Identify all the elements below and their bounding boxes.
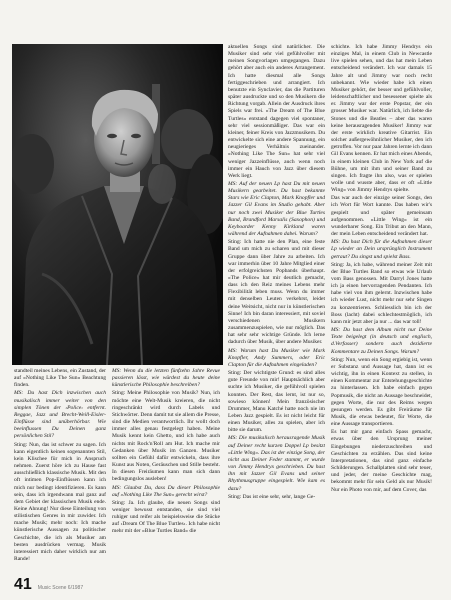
interview-question: MS: Glaubst Du, dass Du dieser Philosophie auf »Nothing Like The Sun« gerecht wirst? [112, 484, 220, 498]
interview-question: MS: Du hast Dich inzwischen auch musikalisch immer weiter von den simplen Tönen der ›Police‹ entfernt. Reggae, Jazz und Brecht-Weill-Eisler-Einflüsse sind unüberhörbar. Wie beeinflussen Du Deinen ganz persönlichen Stil? [14, 390, 106, 440]
interview-answer: Sting: Das ist eine sehr, sehr, lange Ge- [228, 493, 316, 500]
publication-credit: Music Scene 6/1987 [37, 585, 84, 591]
interview-question: MS: Die musikalisch herausragende Musik auf Deiner recht kurzen Doppel Lp besitzt »Little Wing«. Das ist der einzige Song, der nicht aus Deiner Feder stammt, er wurde von Jimmy Hendryx geschrieben. Du hast ihn mit Jazzer Gil Evans und seiner Rhythmusgruppe eingespielt. Wie kam es dazu? [228, 435, 325, 492]
interview-answer: Sting: Nun, das ist schwer zu sagen. Ich kann eigentlich keinen sogenannten Stil, kein Klischee für mich in Anspruch nehmen. Zuerst höre ich zu Hause fast ausschließlich klassische Musik. Mit den oft intimen Pop-Einflüssen kann ich mich nur bedingt identifizieren. Es kann sein, dass ich irgendwann mal ganz auf dem Gebiet der klassischen Musik ende. Keine Ahnung! Nur diese Einteilung von stilistischen Genres in mir zuwider. Ich mache Musik; mehr noch: Ich mache künstlerische Aussagen zu politischer Geschichte, die ich als Musiker am besten ausdrücken vermag. Musik interessiert mich daher wirklich nur am Rande! [14, 441, 106, 563]
text-column-4 [331, 44, 432, 574]
text-column-3 [228, 44, 325, 574]
text-column-1 [14, 368, 106, 574]
interview-answer: Sting: Ja. Ich glaube, die neuen Songs sind weniger bewusst entstanden, sie sind viel ruhiger und reifer als beispielsweise die Stücke auf ›Dream Of The Blue Turtles‹. Ich habe nicht mehr mit der »Blue Turtles Band« die [112, 499, 220, 535]
interview-answer: Sting: Nun, wenn ein Song ergiebig ist, wenn er Substanz und Aussage hat, dann ist es wichtig, ihn in einen Kontext zu stellen, in einen Kommentar zur Entstehungsgeschichte zu hinterlassen. Ich habe einfach gegen Popmusik, die nicht an Aussage beschneidet, gegen Worte, die nur des Reims wegen gesungen werden. Es gibt Freiräume für Musik, die etwas bedeutet, für Worte, die eine Aussage transportieren. [331, 356, 432, 428]
interview-answer: aktuellen Songs sind natürlicher. Die Musiker sind sehr viel gefühlvoller mit meinen Songvorlagen umgegangen. Dazu gehört aber auch ein anderes Arrangement. Ich hatte diesmal alle Songs fertiggeschrieben und arrangiert. Ich benutzte ein Synclavier, das die Partituren später ausdruckte und so den Musikern die Richtung vorgab. Allein der Ausdruck ihres Spiels war frei. »The Dream of The Blue Turtles« entstand dagegen viel spontaner, sehr viel sessionmäßiger. Das war ein kleiner, feiner Kreis von Jazzmusikern. Du entwickelte sich eine andere Spannung, ein neugierieges Verhältnis zueinander. »Nothing Like The Sun« hat sehr viel weniger Jazzeinflüsse, auch wenn noch immer ein Hauch von Jazz über diesem Werk liegt. [228, 44, 325, 179]
interview-answer: standteil meines Lebens, ein Zustand, der auf »Nothing Like The Sun« Beachtung finden. [14, 368, 106, 389]
text-column-2 [112, 368, 220, 574]
interview-question: MS: Warum hast Du Musiker wie Mark Knopfler, Andy Summers, oder Eric Clapton für die Aufnahmen eingeladen? [228, 347, 325, 368]
interview-answer: Das war auch der einzige seiner Songs, den ich Wort für Wort kannte. Das haben wir's gespielt und später gemeinsam aufgenommen. »Little Wing« ist ein wunderbarer Song. Ein Tribut an den Mann, der mein Leben entscheidend verändert hat. [331, 195, 432, 238]
interview-answer: Es hat mir ganz einfach Spass gemacht, etwas über den Ursprung meiner Eingebungen niederzuschreiben und Geschichten zu erzählen. Das sind keine Interpretationen, das sind ganz einfache Schilderungen. Schallplatten sind sehr teuer, und jeder, der meine Geschichte mag, bekommt mehr für sein Geld als nur Musik! Nur ein Photo von mir, auf dem Cover, das [331, 429, 432, 493]
interview-answer: Sting: Meine Philosophie von Musik? Nun, ich möchte eine Welt-Musik kreieren, die nicht ringeschränkt wird durch Labels und Stichwörter. Denn damit tut sie allem die Presse, sind die Medien verantwortlich. Ihr wollt doch immer alles genau festgelegt haben. Meine Musik kennt kein Ghetto, und ich habe auch nichts mit Rock'n'Roll am Hut. Ich mache mir Gedanken über Musik im Ganzen. Musiker sollten ein Gefühl dafür entwickeln, dass ihre Kunst aus Noten, Geräuschen und Stille besteht. In diesen Freiräumen kann man sich dann bedingungslos ausleben! [112, 390, 220, 483]
interview-question: MS: Du hast dem Album nicht nur Deine Texte beigelegt (in deutsch und englisch, d.Verfasser) sondern auch dezidierte Kommentare zu Deinen Songs. Warum? [331, 327, 432, 355]
interview-answer: Sting: Der wichtigste Grund: es sind alles gute Freunde von mir! Hauptsächlich aber suchte ich Musiker, die gefühlvoll spielen konnten. Der Rest, das lernt, ist nur so, sowieso können! Mein französischer Drummer, Manu Katché hatte noch nie im Leben Jazz gespielt. Es ist nicht leicht für einen Musiker, alles zu spielen, aber ich bitte sie darum. [228, 370, 325, 434]
page-footer [14, 576, 83, 596]
interview-answer: Sting: Ja, ich habe, während meiner Zeit mit der Blue Turtles Band so etwas wie Urlaub vom Bass genossen. Mit Darryl Jones hatte ich ja einen hervorragenden Pendanten. Ich habe viel von ihm gelernt. Inzwischen habe ich wieder Lust, nicht mehr nur sehr Singen zu konzentrieren. Schliesslich bin ich der Boss (lacht) dabei schlechtestmöglich, ich kann mir jetzt aber ja nur ... das war toll! [331, 261, 432, 325]
portrait-photo [12, 44, 223, 365]
page-number: 41 [14, 576, 32, 593]
interview-question: MS: Wenn du die letzten fünfzehn Jahre Revue passieren lässt, wie würdest du heute deine künstlerische Philosophie beschreiben? [112, 368, 220, 389]
portrait-photo-illustration [12, 44, 223, 365]
interview-question: MS: Auf der neuen Lp hast Du mit neuen Musikern gearbeitet. Du hast bekannte Stars wie Eric Clapton, Mark Knopfler und Jazzer Gil Evans im Studio gehabt. Aber nur noch zwei Musiker der Blue Turtles Band, Brandford Marsalis (Saxophon) und Keyboarder Kenny Kirkland waren während der Aufnahmen dabei. Warum? [228, 180, 325, 238]
interview-question: MS: Du hast Dich für die Aufnahmen dieser Lp wieder an Dein ursprünglich Instrument getraut? Du singst und spielst Bass. [331, 239, 432, 260]
interview-answer: Sting: Ich hatte nie den Plan, eine feste Band um mich zu scharen und mit dieser Gruppe dann über Jahre zu arbeiten. Ich war immerhin über 10 Jahre Mitglied einer der erfolgreichsten Popbands überhaupt. »The Police« hat mir deutlich gemacht, dass ich den Reiz meines Lebens mehr Flexibilität leben muss. Wenn du immer mit denselben Leuten verkehrst, leidet deine Weitsicht, nicht nur in künstlerischen Sinne! Ich bin daran interessiert, mit soviel verschiedenen Musikern zusammenzuspielen, wie nur möglich. Das hat sehr sehr wichtige Gründe. Ich lerne dadurch über Musik, über andere Musiker. [228, 239, 325, 346]
interview-answer: schichte. Ich habe Jimmy Hendrys ein einziges Mal, in einem Club in Newcastle live spielen sehen, und das hat mein Leben entscheidend verändert. Ich war damals 15 Jahre alt und Jimmy war noch recht unbekannt. Wie wieder habe ich einen Musiker gehört, der besser und gefühlvoller, leidenschaftlicher und besessener spielte als er. Jimmy war der erste Popstar, der ein grosser Musiker war. Natürlich, ich liebte die Stones und die Beatles – aber das waren keine herausragenden Musiker! Jimmy war der erste wirklich kreative Gitarrist. Ein solcher außergewöhnlicher Musiker, den ich getroffen. Vor nur paar Jahren lernte ich dann Gil Evans kennen. Er hat mich eines Abends, in einem kleinen Club in New York auf die Bühne, um mit ihm und seiner Band zu singen. Ich fragte ihn also, was er spielen wolle und wusste aber, dass er oft »Little Wing« von Jimmy Hendrys spielte. [331, 44, 432, 194]
